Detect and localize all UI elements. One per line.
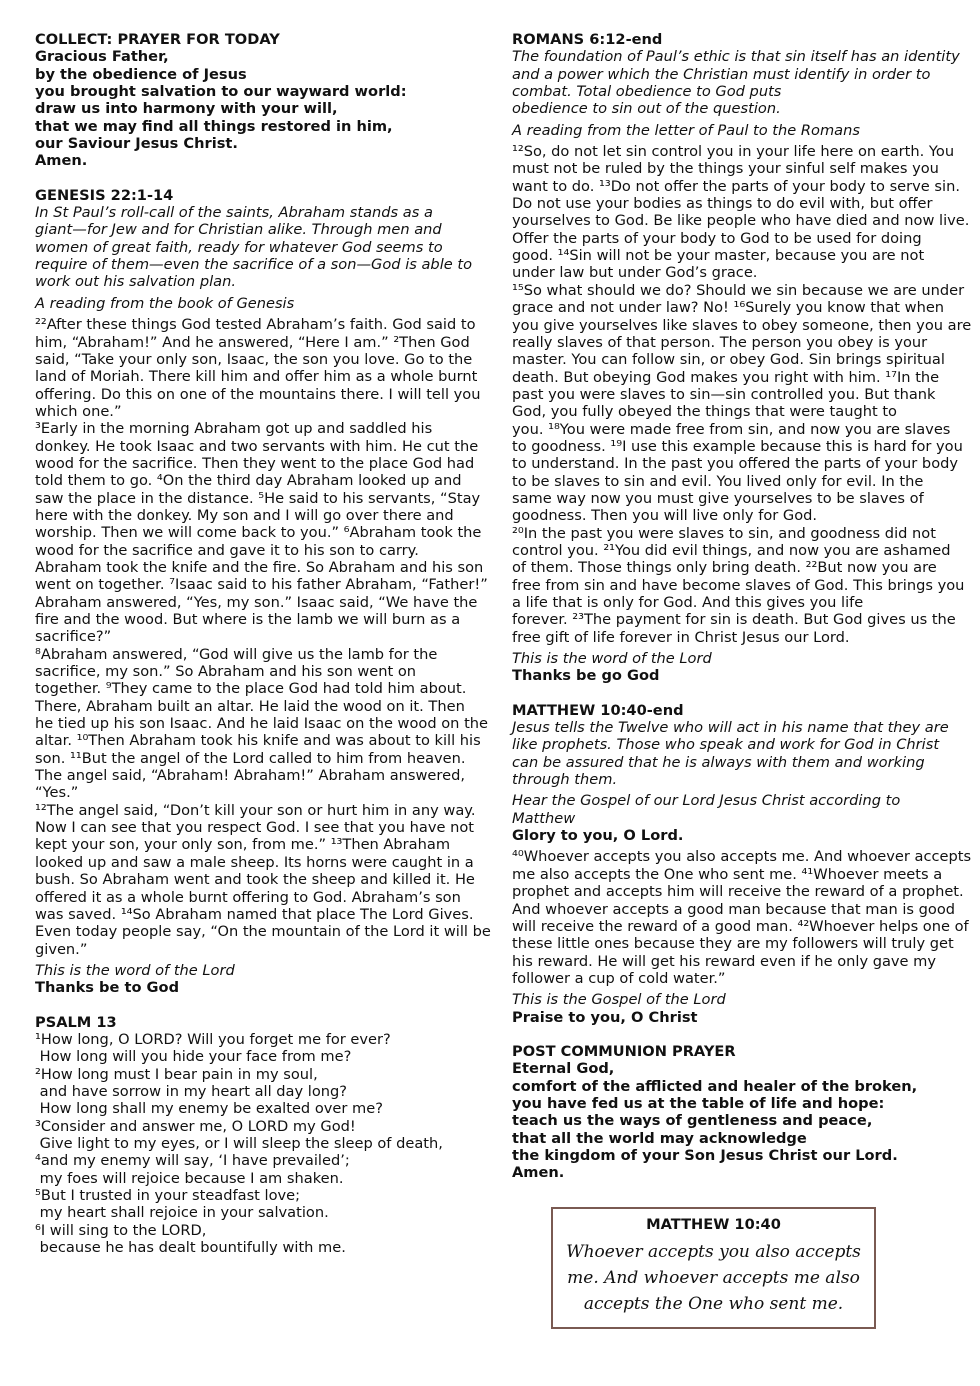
text-line: ²²After these things God tested Abraham’s faith. God said to (35, 316, 476, 334)
text-line: given.” (35, 940, 88, 958)
callout-line: me. And whoever accepts me also (567, 1268, 860, 1288)
italic-line: combat. Total obedience to God puts (512, 83, 782, 101)
text-line: ⁶I will sing to the LORD, (35, 1221, 207, 1239)
text-line: ⁴⁰Whoever accepts you also accepts me. And whoever accepts (512, 848, 972, 866)
text-line: How long will you hide your face from me? (35, 1048, 352, 1066)
text-line: of them. Those things only bring death. ²²But now you are (512, 559, 937, 577)
italic-line: In St Paul’s roll-call of the saints, Abraham stands as a (35, 204, 433, 222)
text-line: because he has dealt bountifully with me. (35, 1239, 346, 1257)
text-line: here with the donkey. My son and I will go over there and (35, 506, 454, 524)
text-line: ¹How long, O LORD? Will you forget me for ever? (35, 1030, 391, 1048)
text-line: bush. So Abraham went and took the sheep and killed it. He (35, 871, 475, 889)
text-line: The angel said, “Abraham! Abraham!” Abraham answered, (35, 767, 465, 785)
text-line: free gift of life forever in Christ Jesus our Lord. (512, 628, 850, 646)
bold-line: Amen. (35, 152, 88, 170)
text-line: goodness. Then you will live only for God. (512, 507, 818, 525)
italic-line: through them. (512, 771, 618, 789)
section-spacer (512, 685, 964, 702)
italic-line: This is the Gospel of the Lord (512, 991, 726, 1009)
bold-line: that all the world may acknowledge (512, 1129, 807, 1147)
text-line: fire and the wood. But where is the lamb we will burn as a (35, 611, 461, 628)
bold-line: Thanks be to God (35, 979, 180, 997)
text-line: ²⁰In the past you were slaves to sin, and goodness did not (512, 524, 936, 542)
italic-line: can be assured that he is always with them and working (512, 753, 925, 771)
text-line: past you were slaves to sin—sin controlled you. But thank (512, 385, 936, 403)
bold-line: our Saviour Jesus Christ. (35, 135, 238, 153)
italic-line: Matthew (512, 809, 576, 827)
text-line: And whoever accepts a good man because that man is good (512, 900, 956, 918)
section-spacer (35, 170, 487, 187)
text-line: my heart shall rejoice in your salvation. (35, 1204, 329, 1222)
bold-line: comfort of the afflicted and healer of the broken, (512, 1077, 918, 1095)
text-line: death. But obeying God makes you right with him. ¹⁷In the (512, 368, 940, 386)
italic-line: work out his salvation plan. (35, 273, 236, 291)
text-line: these little ones because they are my followers will truly get (512, 935, 954, 953)
bold-line: PSALM 13 (35, 1013, 117, 1031)
text-line: told them to go. ⁴On the third day Abraham looked up and (35, 472, 462, 490)
text-line: altar. ¹⁰Then Abraham took his knife and was about to kill his (35, 732, 481, 750)
text-line: said, “Take your only son, Isaac, the son you love. Go to the (35, 350, 473, 368)
italic-line: like prophets. Those who speak and work for God in Christ (512, 736, 940, 754)
bold-line: Glory to you, O Lord. (512, 827, 684, 845)
text-line: a life that is only for God. And this gives you life (512, 594, 864, 611)
scripture-callout-box (551, 1207, 876, 1329)
bold-line: you have fed us at the table of life and hope: (512, 1094, 885, 1112)
italic-line: The foundation of Paul’s ethic is that sin itself has an identity (512, 48, 960, 66)
italic-line: A reading from the letter of Paul to the Romans (512, 121, 860, 139)
text-line: master. You can follow sin, or obey God. Sin brings spiritual (512, 351, 945, 369)
bold-line: by the obedience of Jesus (35, 65, 247, 83)
text-line: same way now you must give yourselves to be slaves of (512, 489, 924, 507)
bold-line: draw us into harmony with your will, (35, 100, 338, 118)
text-line: How long shall my enemy be exalted over me? (35, 1100, 383, 1118)
text-line: ¹²So, do not let sin control you in your life here on earth. You (512, 143, 955, 161)
text-line: free from sin and have become slaves of God. This brings you (512, 576, 965, 594)
text-line: There, Abraham built an altar. He laid the wood on it. Then (35, 697, 465, 715)
italic-line: This is the word of the Lord (512, 650, 712, 668)
text-line: donkey. He took Isaac and two servants with him. He cut the (35, 437, 479, 455)
text-line: son. ¹¹But the angel of the Lord called to him from heaven. (35, 749, 466, 767)
text-line: looked up and saw a male sheep. Its horns were caught in a (35, 853, 474, 871)
text-line: to goodness. ¹⁹I use this example because this is hard for you (512, 437, 963, 455)
text-line: offering. Do this on one of the mountains there. I will tell you (35, 385, 481, 403)
text-line: ⁸Abraham answered, “God will give us the lamb for the (35, 645, 438, 663)
text-line: to understand. In the past you offered the parts of your body (512, 455, 959, 473)
bold-line: POST COMMUNION PRAYER (512, 1042, 736, 1060)
bold-line: COLLECT: PRAYER FOR TODAY (35, 31, 280, 48)
left-column (35, 31, 491, 1257)
text-line: Offer the parts of your body to God to be used for doing (512, 229, 922, 247)
callout-line: Whoever accepts you also accepts (566, 1242, 861, 1262)
italic-line: Hear the Gospel of our Lord Jesus Christ according to (512, 792, 901, 810)
italic-line: giant—for Jew and for Christian alike. Through men and (35, 221, 442, 239)
text-line: God, you fully obeyed the things that were taught to (512, 403, 897, 421)
text-line: wood for the sacrifice. Then they went to the place God had (35, 454, 475, 472)
text-line: me also accepts the One who sent me. ⁴¹Whoever meets a (512, 865, 943, 883)
text-line: Do not use your bodies as things to do evil with, but offer (512, 195, 933, 213)
text-line: which one.” (35, 402, 122, 420)
bold-line: Gracious Father, (35, 48, 169, 66)
text-line: wood for the sacrifice and gave it to his son to carry. (35, 541, 419, 559)
text-line: ³Consider and answer me, O LORD my God! (35, 1117, 356, 1135)
section-spacer (512, 1026, 964, 1043)
bold-line: GENESIS 22:1-14 (35, 186, 174, 204)
text-line: control you. ²¹You did evil things, and now you are ashamed (512, 541, 951, 559)
italic-line: women of great faith, ready for whatever God seems to (35, 238, 443, 256)
text-line: sacrifice, my son.” So Abraham and his son went on (35, 663, 417, 681)
italic-line: and a power which the Christian must identify in order to (512, 65, 931, 83)
text-line: Give light to my eyes, or I will sleep the sleep of death, (35, 1134, 443, 1152)
callout-line: accepts the One who sent me. (583, 1294, 844, 1314)
text-line: forever. ²³The payment for sin is death. But God gives us the (512, 611, 956, 629)
text-line: Abraham took the knife and the fire. So Abraham and his son (35, 558, 484, 576)
bold-line: Thanks be go God (512, 667, 660, 685)
text-line: Abraham answered, “Yes, my son.” Isaac said, “We have the (35, 593, 478, 611)
text-line: you. ¹⁸You were made free from sin, and now you are slaves (512, 420, 951, 438)
bold-line: Eternal God, (512, 1060, 615, 1078)
text-line: together. ⁹They came to the place God had told him about. (35, 680, 467, 698)
text-line: ⁵But I trusted in your steadfast love; (35, 1187, 301, 1204)
text-line: worship. Then we will come back to you.” ⁶Abraham took the (35, 524, 482, 542)
text-line: land of Moriah. There kill him and offer him as a whole burnt (35, 368, 478, 386)
text-line: him, “Abraham!” And he answered, “Here I am.” ²Then God (35, 333, 470, 351)
text-line: under law but under God’s grace. (512, 264, 758, 282)
text-line: was saved. ¹⁴So Abraham named that place The Lord Gives. (35, 905, 474, 923)
italic-line: require of them—even the sacrifice of a son—God is able to (35, 256, 473, 274)
text-line: grace and not under law? No! ¹⁶Surely you know that when (512, 299, 945, 317)
text-line: ³Early in the morning Abraham got up and saddled his (35, 420, 433, 438)
text-line: Even today people say, “On the mountain of the Lord it will be (35, 923, 491, 941)
text-line: Now I can see that you respect God. I see that you have not (35, 819, 475, 837)
text-line: sacrifice?” (35, 628, 112, 646)
italic-line: This is the word of the Lord (35, 961, 235, 979)
bold-line: Praise to you, O Christ (512, 1008, 698, 1026)
text-line: prophet and accepts him will receive the reward of a prophet. (512, 883, 964, 901)
text-line: you give yourselves like slaves to obey someone, then you are (512, 316, 972, 334)
bold-line: MATTHEW 10:40-end (512, 701, 684, 719)
bold-line: teach us the ways of gentleness and peace, (512, 1112, 873, 1130)
italic-line: A reading from the book of Genesis (35, 294, 295, 312)
right-column (512, 31, 972, 1182)
text-line: ¹²The angel said, “Don’t kill your son or hurt him in any way. (35, 801, 476, 819)
text-line: my foes will rejoice because I am shaken. (35, 1169, 344, 1187)
text-line: ⁴and my enemy will say, ‘I have prevailed’; (35, 1152, 350, 1170)
text-line: really slaves of that person. The person you obey is your (512, 333, 928, 351)
bold-line: Amen. (512, 1164, 565, 1182)
section-spacer (35, 997, 487, 1014)
text-line: must not be ruled by the things your sinful self makes you (512, 160, 939, 178)
text-line: ¹⁵So what should we do? Should we sin because we are under (512, 281, 965, 299)
text-line: kept your son, your only son, from me.” ¹³Then Abraham (35, 836, 451, 854)
bold-line: the kingdom of your Son Jesus Christ our Lord. (512, 1146, 898, 1164)
text-line: “Yes.” (35, 784, 79, 802)
text-line: follower a cup of cold water.” (512, 969, 726, 987)
text-line: good. ¹⁴Sin will not be your master, because you are not (512, 247, 925, 265)
italic-line: obedience to sin out of the question. (512, 100, 781, 118)
text-line: went on together. ⁷Isaac said to his father Abraham, “Father!” (35, 576, 488, 594)
text-line: to be slaves to sin and evil. You lived only for evil. In the (512, 472, 924, 490)
text-line: want to do. ¹³Do not offer the parts of your body to serve sin. (512, 177, 960, 195)
bold-line: you brought salvation to our wayward world: (35, 83, 407, 101)
callout-title: MATTHEW 10:40 (646, 1216, 781, 1233)
text-line: he tied up his son Isaac. And he laid Isaac on the wood on the (35, 715, 489, 733)
text-line: saw the place in the distance. ⁵He said to his servants, “Stay (35, 489, 481, 507)
text-line: offered it as a whole burnt offering to God. Abraham’s son (35, 888, 461, 906)
text-line: yourselves to God. Be like people who have died and now live. (512, 212, 970, 230)
text-line: and have sorrow in my heart all day long? (35, 1082, 348, 1100)
bold-line: that we may find all things restored in him, (35, 117, 393, 135)
text-line: will receive the reward of a good man. ⁴²Whoever helps one of (512, 917, 969, 935)
text-line: ²How long must I bear pain in my soul, (35, 1065, 318, 1083)
bold-line: ROMANS 6:12-end (512, 31, 663, 48)
text-line: his reward. He will get his reward even if he only gave my (512, 952, 937, 970)
italic-line: Jesus tells the Twelve who will act in his name that they are (512, 719, 949, 737)
